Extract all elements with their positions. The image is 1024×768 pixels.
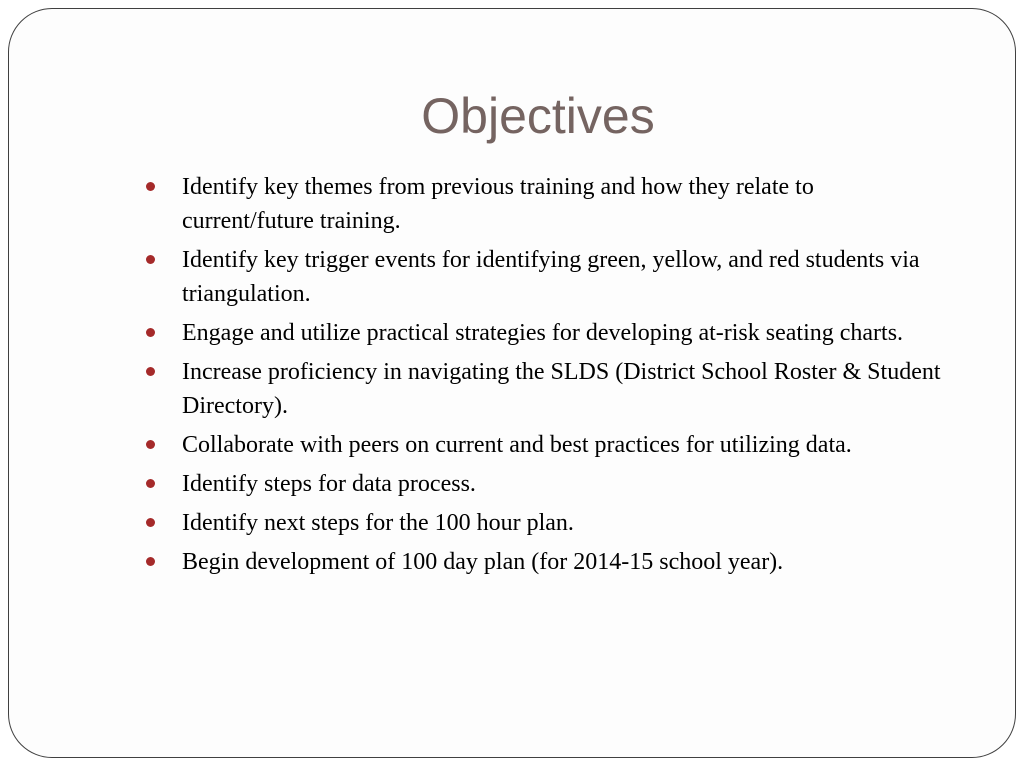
bullet-text: Increase proficiency in navigating the SLDS (District School Roster & Student Directory).: [182, 359, 941, 419]
bullet-item: [144, 467, 944, 501]
bullet-dot-icon: [146, 255, 155, 264]
bullet-text: Engage and utilize practical strategies for developing at-risk seating charts.: [182, 320, 904, 346]
bullet-item: [144, 355, 944, 423]
bullet-item: [144, 545, 944, 579]
bullet-dot-icon: [146, 182, 155, 191]
bullet-dot-icon: [146, 518, 155, 527]
bullet-text: Identify key trigger events for identifying green, yellow, and red students via triangulation.: [182, 247, 920, 307]
bullet-dot-icon: [146, 479, 155, 488]
bullet-item: [144, 428, 944, 462]
bullet-text: Identify steps for data process.: [182, 471, 476, 497]
bullet-dot-icon: [146, 328, 155, 337]
bullet-dot-icon: [146, 440, 155, 449]
bullet-item: [144, 170, 944, 238]
bullet-list: [144, 170, 944, 584]
bullet-text: Identify key themes from previous training and how they relate to current/future training.: [182, 174, 814, 234]
bullet-text: Collaborate with peers on current and best practices for utilizing data.: [182, 432, 852, 458]
bullet-text: Identify next steps for the 100 hour plan.: [182, 510, 574, 536]
bullet-text: Begin development of 100 day plan (for 2014-15 school year).: [182, 549, 784, 575]
bullet-dot-icon: [146, 367, 155, 376]
bullet-item: [144, 506, 944, 540]
bullet-dot-icon: [146, 557, 155, 566]
bullet-item: [144, 243, 944, 311]
bullet-item: [144, 316, 944, 350]
slide-title: Objectives: [421, 88, 655, 144]
